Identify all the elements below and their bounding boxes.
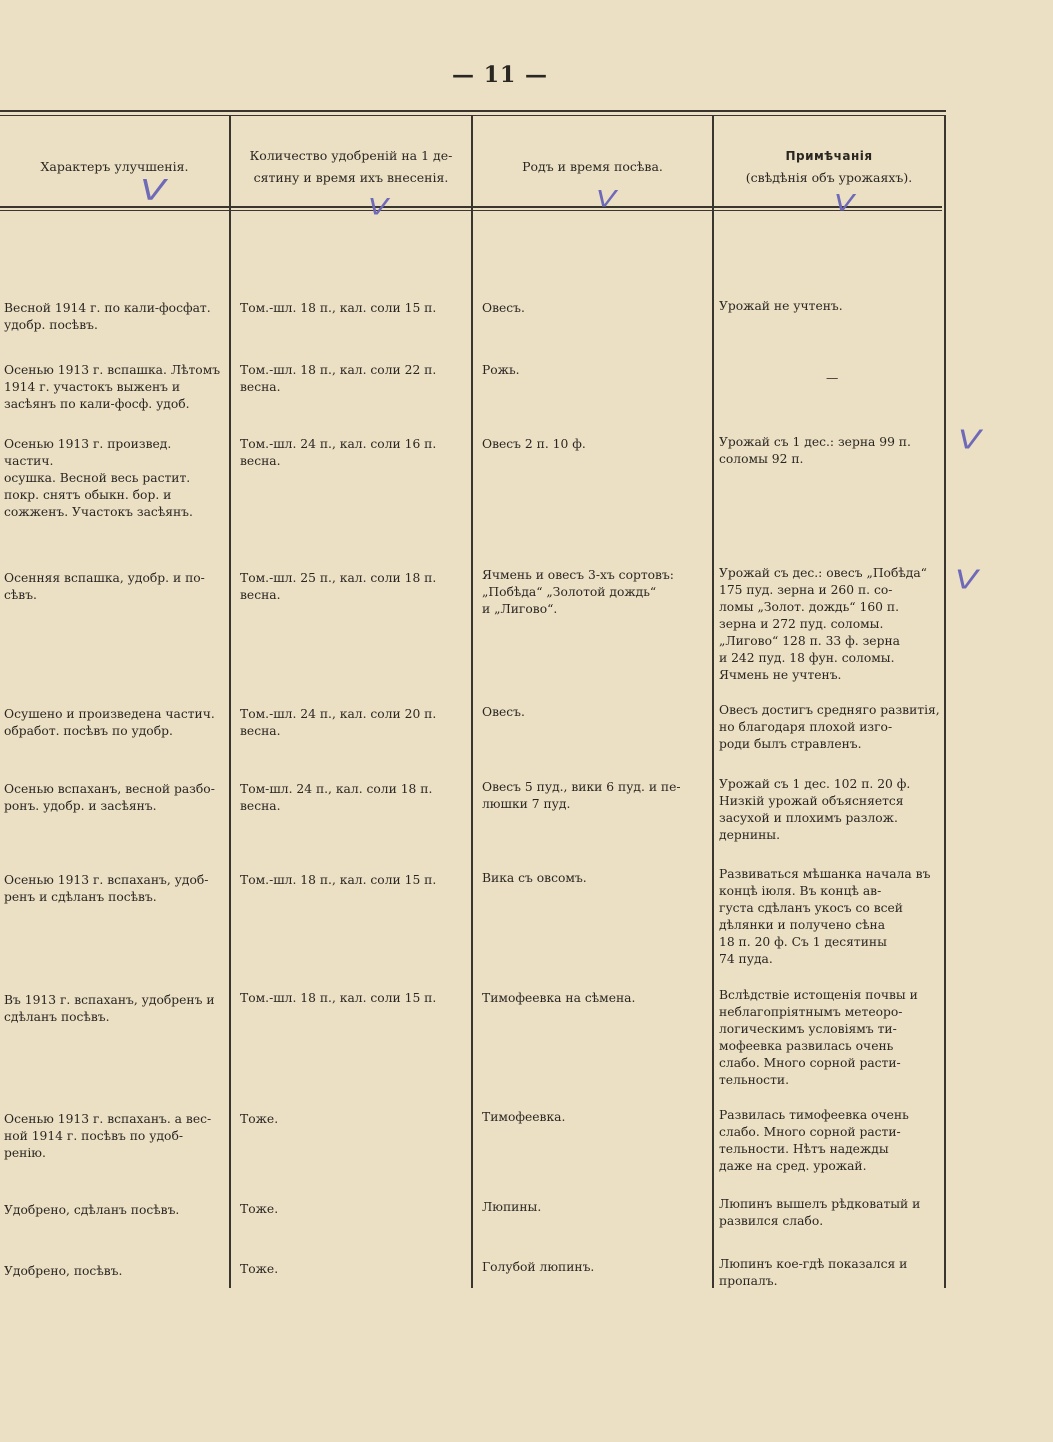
row-8-improvement: Въ 1913 г. вспаханъ, удобренъ и сдѣланъ посѣвъ. xyxy=(4,993,215,1024)
row-6-sowing: Овесъ 5 пуд., вики 6 пуд. и пе- люшки 7 пуд. xyxy=(482,780,681,811)
row-2-improvement: Осенью 1913 г. вспашка. Лѣтомъ 1914 г. участокъ выженъ и засѣянъ по кали-фосф. удоб. xyxy=(4,363,221,411)
row-8-fertilizer: Том.-шл. 18 п., кал. соли 15 п. xyxy=(240,991,437,1005)
check-mark-icon: V xyxy=(368,194,389,221)
row-6-fertilizer: Том-шл. 24 п., кал. соли 18 п. весна. xyxy=(240,782,433,813)
row-4-improvement: Осенняя вспашка, удобр. и по- сѣвъ. xyxy=(4,571,205,602)
check-mark-icon: V xyxy=(596,186,617,213)
row-2-fertilizer: Том.-шл. 18 п., кал. соли 22 п. весна. xyxy=(240,363,437,394)
row-10-fertilizer: Тоже. xyxy=(240,1202,279,1216)
header-improvement-text: Характеръ улучшенія. xyxy=(40,159,189,175)
row-8-sowing: Тимофеевка на сѣмена. xyxy=(482,991,636,1005)
column-divider-1 xyxy=(229,116,231,1288)
row-5-sowing: Овесъ. xyxy=(482,705,525,719)
row-5-improvement: Осушено и произведена частич. обработ. посѣвъ по удобр. xyxy=(4,707,215,738)
table-top-rule xyxy=(0,110,946,112)
column-divider-2 xyxy=(471,116,473,1288)
row-3-notes: Урожай съ 1 дес.: зерна 99 п. соломы 92 п. xyxy=(719,435,911,466)
row-11-sowing: Голубой люпинъ. xyxy=(482,1260,595,1274)
row-10-improvement: Удобрено, сдѣланъ посѣвъ. xyxy=(4,1203,180,1217)
header-fertilizer-text: Количество удобреній на 1 де- сятину и время ихъ внесенія. xyxy=(249,148,453,185)
row-1-notes: Урожай не учтенъ. xyxy=(719,299,843,313)
row-9-sowing: Тимофеевка. xyxy=(482,1110,566,1124)
check-mark-icon: V xyxy=(140,173,166,207)
row-7-sowing: Вика съ овсомъ. xyxy=(482,871,587,885)
row-8-notes: Вслѣдствіе истощенія почвы и неблагопріятнымъ метеоро- логическимъ условіямъ ти- мофеевка развилась очень слабо. Много сорной расти- тельности. xyxy=(719,988,918,1087)
row-11-improvement: Удобрено, посѣвъ. xyxy=(4,1264,123,1278)
row-3-sowing: Овесъ 2 п. 10 ф. xyxy=(482,437,586,451)
row-11-notes: Люпинъ кое-гдѣ показался и пропалъ. xyxy=(719,1257,908,1288)
row-2-sowing: Рожь. xyxy=(482,363,520,377)
row-5-fertilizer: Том.-шл. 24 п., кал. соли 20 п. весна. xyxy=(240,707,437,738)
check-mark-icon: V xyxy=(834,190,855,217)
row-1-sowing: Овесъ. xyxy=(482,301,525,315)
header-sowing xyxy=(473,128,712,206)
row-6-improvement: Осенью вспаханъ, весной разбо- ронъ. удобр. и засѣянъ. xyxy=(4,782,215,813)
header-notes-title: Примѣчанія xyxy=(785,148,873,163)
row-7-fertilizer: Том.-шл. 18 п., кал. соли 15 п. xyxy=(240,873,437,887)
check-mark-icon: V xyxy=(955,565,979,595)
row-6-notes: Урожай съ 1 дес. 102 п. 20 ф. Низкій урожай объясняется засухой и плохимъ разлож. дернины. xyxy=(719,777,911,842)
row-3-improvement: Осенью 1913 г. произвед. частич. осушка. Весной весь растит. покр. снятъ обыкн. бор. и сожженъ. Участокъ засѣянъ. xyxy=(4,437,193,519)
row-9-improvement: Осенью 1913 г. вспаханъ. а вес- ной 1914 г. посѣвъ по удоб- ренію. xyxy=(4,1112,212,1160)
row-3-fertilizer: Том.-шл. 24 п., кал. соли 16 п. весна. xyxy=(240,437,437,468)
row-9-fertilizer: Тоже. xyxy=(240,1112,279,1126)
table-top-rule-thin xyxy=(0,115,946,116)
row-7-improvement: Осенью 1913 г. вспаханъ, удоб- ренъ и сдѣланъ посѣвъ. xyxy=(4,873,209,904)
check-mark-icon: V xyxy=(958,425,982,455)
row-4-sowing: Ячмень и овесъ 3-хъ сортовъ: „Побѣда“ „Золотой дождь“ и „Лигово“. xyxy=(482,568,674,616)
row-2-notes: — xyxy=(826,371,839,385)
page-number: — 11 — xyxy=(452,62,548,88)
row-4-notes: Урожай съ дес.: овесъ „Побѣда“ 175 пуд. зерна и 260 п. со- ломы „Золот. дождь“ 160 п. зерна и 272 пуд. соломы. „Лигово“ 128 п. 33 ф. зерна и 242 пуд. 18 фун. соломы. Ячмень не учтенъ. xyxy=(719,566,927,682)
row-11-fertilizer: Тоже. xyxy=(240,1262,279,1276)
row-1-improvement: Весной 1914 г. по кали-фосфат. удобр. посѣвъ. xyxy=(4,301,211,332)
row-10-sowing: Люпины. xyxy=(482,1200,542,1214)
header-improvement xyxy=(0,128,229,206)
row-5-notes: Овесъ достигъ средняго развитія, но благодаря плохой изго- роди былъ стравленъ. xyxy=(719,703,940,751)
column-divider-3 xyxy=(712,116,714,1288)
header-notes xyxy=(714,128,944,206)
header-sowing-text: Родъ и время посѣва. xyxy=(522,159,663,175)
row-10-notes: Люпинъ вышелъ рѣдковатый и развился слабо. xyxy=(719,1197,921,1228)
row-1-fertilizer: Том.-шл. 18 п., кал. соли 15 п. xyxy=(240,301,437,315)
header-notes-text: (свѣдѣнія объ урожаяхъ). xyxy=(745,169,913,185)
header-fertilizer xyxy=(231,128,471,206)
row-9-notes: Развилась тимофеевка очень слабо. Много сорной расти- тельности. Нѣтъ надежды даже на сред. урожай. xyxy=(719,1108,909,1173)
column-divider-4 xyxy=(944,116,946,1288)
row-4-fertilizer: Том.-шл. 25 п., кал. соли 18 п. весна. xyxy=(240,571,437,602)
row-7-notes: Развиваться мѣшанка начала въ концѣ іюля. Въ концѣ ав- густа сдѣланъ укосъ со всей дѣлянки и получено сѣна 18 п. 20 ф. Съ 1 десятины 74 пуда. xyxy=(719,867,931,966)
